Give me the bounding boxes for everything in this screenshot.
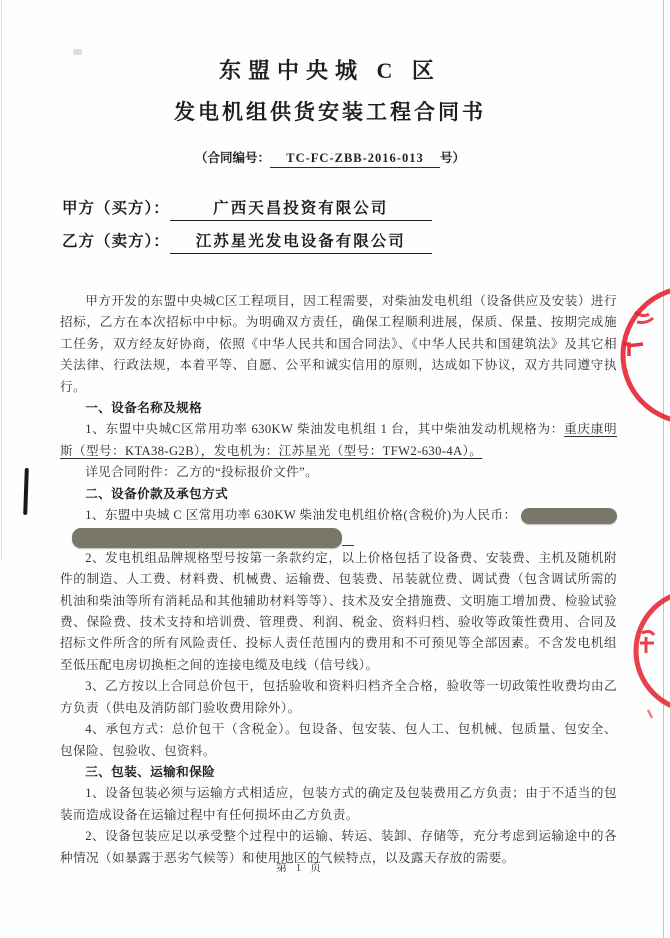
contract-number-suffix: 号） [440, 151, 466, 165]
party-b-name: 江苏星光发电设备有限公司 [170, 229, 432, 254]
contract-number-line [0, 148, 660, 168]
section2-item3: 3、乙方按以上合同总价包干，包括验收和资料归档齐全合格，验收等一切政策性收费均由乙方负责（供电及消防部门验收费用除外）。 [60, 679, 617, 715]
redaction-block-price-2 [72, 528, 342, 548]
party-a-line [62, 196, 432, 221]
party-a-label: 甲方（买方）： [62, 200, 170, 217]
section2-heading: 二、设备价款及承包方式 [85, 486, 229, 501]
section3-item1: 1、设备包装必须与运输方式相适应，包装方式的确定及包装费用乙方负责；由于不适当的包装而造成设备在运输过程中有任何损坏由乙方负责。 [60, 786, 617, 822]
contract-number-prefix: （合同编号： [194, 151, 270, 165]
section1-item1-text: 1、东盟中央城C区常用功率 630KW 柴油发电机组 1 台，其中柴油发动机规格为： [85, 422, 565, 437]
section3-item2: 2、设备包装应足以承受整个过程中的运输、转运、装卸、存储等，充分考虑到运输途中的各种情况（如暴露于恶劣气候等）和使用地区的气候特点，以及露天存放的需要。 [60, 829, 617, 865]
section2-item1-text: 1、东盟中央城 C 区常用功率 630KW 柴油发电机组价格(含税价)为人民币： [85, 508, 517, 523]
section1-item1-underlined: 重庆康明斯（型号：KTA38-G2B），发电机为：江苏星光（型号：TFW2-630-4A）。 [60, 422, 617, 458]
section2-item1 [60, 505, 617, 526]
party-b-label: 乙方（卖方）： [62, 233, 170, 250]
intro-paragraph: 甲方开发的东盟中央城C区工程项目，因工程需要，对柴油发电机组（设备供应及安装）进行招标，乙方在本次招标中中标。为明确双方责任，确保工程顺利进展，保质、保量、按期完成施工任务，双方经友好协商，依照《中华人民共和国合同法》、《中华人民共和国建筑法》及其它相关法律、行政法规，本着平等、自愿、公平和诚实信用的原则，达成如下协议，双方共同遵守执行。 [60, 294, 617, 394]
contract-body [60, 291, 617, 869]
document-title-line2: 发电机组供货安装工程合同书 [174, 100, 486, 124]
section2-item4: 4、承包方式：总价包干（含税金）。包设备、包安装、包人工、包机械、包质量、包安全、包保险、包验收、包资料。 [60, 722, 617, 758]
section2-item2: 2、发电机组品牌规格型号按第一条款约定，以上价格包括了设备费、安装费、主机及随机附件的制造、人工费、材料费、机械费、运输费、包装费、吊装就位费、调试费（包含调试所需的机油和柴油等所有消耗品和其他辅助材料等等）、技术及安全措施费、文明施工增加费、检验试验费、保险费、技术支持和培训费、管理费、利润、税金、资料归档、验收等政策性费用、合同及招标文件所含的所有风险责任、投标人责任范围内的费用和不可预见等全部因素。不含发电机组至低压配电房切换柜之间的连接电缆及电线（信号线）。 [60, 550, 617, 672]
contract-number: TC-FC-ZBB-2016-013 [270, 151, 440, 168]
page-number: 第 1 页 [276, 862, 324, 874]
party-a-name: 广西天昌投资有限公司 [170, 196, 432, 221]
section1-note: 详见合同附件：乙方的“投标报价文件”。 [85, 465, 319, 480]
scan-edge-right [663, 0, 664, 938]
pen-mark [23, 468, 29, 515]
section1-item1 [60, 419, 617, 462]
section3-heading: 三、包装、运输和保险 [85, 764, 216, 779]
red-seal-bottom-icon [608, 585, 670, 745]
document-title-line1: 东盟中央城 C 区 [219, 58, 441, 83]
section1-heading: 一、设备名称及规格 [85, 401, 203, 416]
redaction-block-price-1 [521, 508, 617, 524]
redaction-underline [342, 545, 354, 546]
party-b-line [62, 229, 432, 254]
section2-item1-redacted-line [60, 526, 617, 547]
